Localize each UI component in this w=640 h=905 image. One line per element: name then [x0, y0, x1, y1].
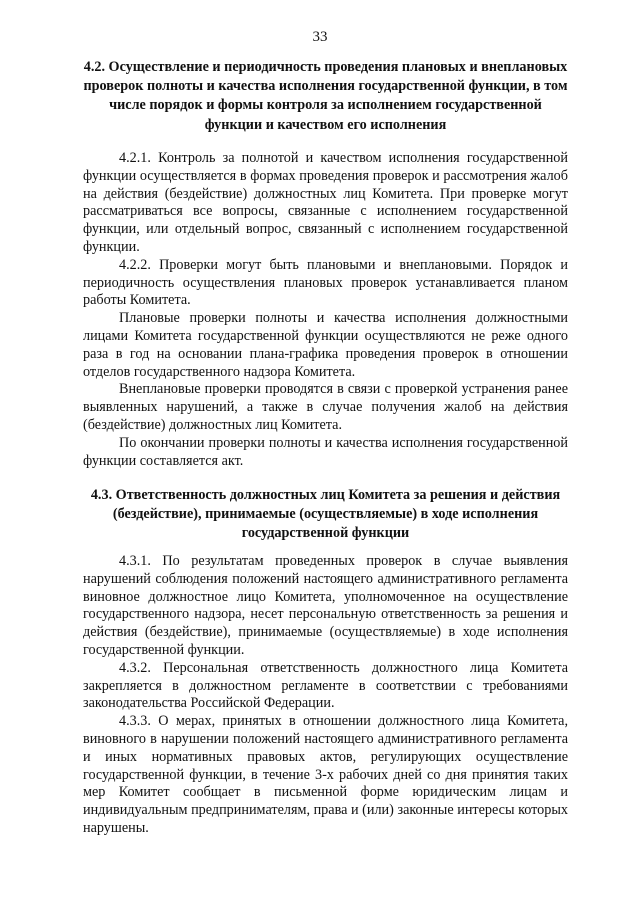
paragraph-4-3-3: 4.3.3. О мерах, принятых в отношении должностного лица Комитета, виновного в нарушении положений настоящего административного регламента и иных нормативных правовых актов, регулирующих осуществление государственной функции, в течение 3-х рабочих дней со дня принятия таких мер Комитет сообщает в письменной форме юридическим лицам и индивидуальным предпринимателям, права и (или) законные интересы которых нарушены. — [83, 713, 568, 836]
paragraph-4-3-2: 4.3.2. Персональная ответственность должностного лица Комитета закрепляется в должностном регламенте в соответствии с требованиями законодательства Российской Федерации. — [83, 659, 568, 712]
section-4-3-title-line: (бездействие), принимаемые (осуществляемые) в ходе исполнения — [112, 506, 539, 523]
section-4-2-title-line: проверок полноты и качества исполнения государственной функции, в том — [83, 78, 568, 95]
section-4-3-title — [83, 486, 568, 544]
section-4-2-title-line: функции и качеством его исполнения — [204, 116, 447, 133]
section-4-2-body — [83, 150, 568, 470]
section-4-3-body — [83, 553, 568, 838]
paragraph-4-3-1: 4.3.1. По результатам проведенных проверок в случае выявления нарушений соблюдения положений настоящего административного регламента виновное должностное лицо Комитета, уполномоченное на осуществление государственного надзора, несет персональную ответственность за решения и действия (бездействие), принимаемые (осуществляемые) в ходе исполнения государственной функции. — [83, 553, 568, 658]
paragraph-unplanned-checks: Внеплановые проверки проводятся в связи с проверкой устранения ранее выявленных нарушений, а также в случае получения жалоб на действия (бездействие) должностных лиц Комитета. — [83, 381, 568, 433]
page-number: 33 — [312, 29, 328, 45]
section-4-2-title — [83, 58, 568, 135]
paragraph-4-2-1: 4.2.1. Контроль за полнотой и качеством исполнения государственной функции осуществляется в формах проведения проверок и рассмотрения жалоб на действия (бездействие) должностных лиц Комитета. При проверке могут рассматриваться все вопросы, связанные с исполнением государственной функции, или отдельный вопрос, связанный с исполнением государственной функции. — [83, 150, 568, 255]
section-4-2-title-line: числе порядок и формы контроля за исполнением государственной — [109, 97, 542, 114]
section-4-2-title-line: 4.2. Осуществление и периодичность проведения плановых и внеплановых — [83, 59, 568, 75]
section-4-3-title-line: государственной функции — [241, 525, 410, 542]
section-4-3-title-line: 4.3. Ответственность должностных лиц Комитета за решения и действия — [90, 487, 561, 503]
paragraph-planned-checks: Плановые проверки полноты и качества исполнения должностными лицами Комитета государственной функции осуществляются не реже одного раза в год на основании плана-графика проведения проверок в отношении отделов государственного надзора Комитета. — [83, 310, 568, 380]
paragraph-4-2-2: 4.2.2. Проверки могут быть плановыми и внеплановыми. Порядок и периодичность осуществления плановых проверок устанавливается планом работы Комитета. — [83, 256, 568, 309]
paragraph-check-act: По окончании проверки полноты и качества исполнения государственной функции составляется акт. — [83, 434, 568, 469]
